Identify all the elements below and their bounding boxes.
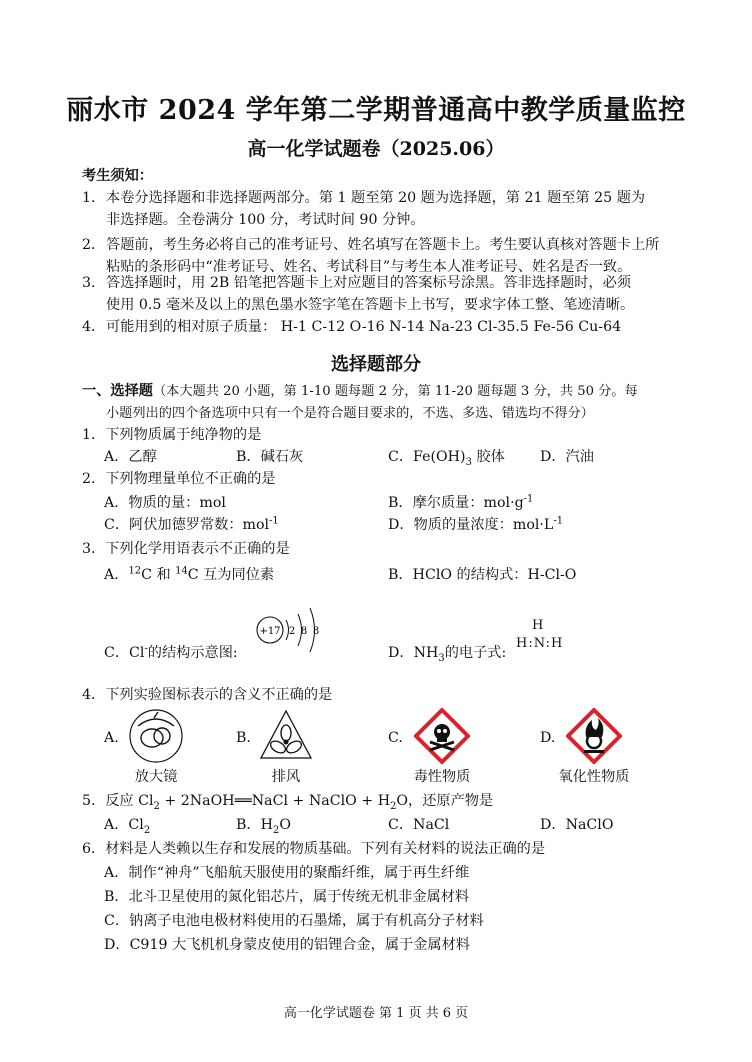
- shell-1-count: 2: [288, 626, 296, 637]
- notice-3-num: 3．: [82, 275, 106, 291]
- q3-option-c: C．Cl-的结构示意图:: [104, 643, 238, 661]
- q2-stem: 2．下列物理量单位不正确的是: [82, 471, 276, 487]
- q4-caption-a: 放大镜: [134, 769, 178, 785]
- q6-option-c: C．钠离子电池电极材料使用的石墨烯，属于有机高分子材料: [104, 913, 484, 929]
- notice-1-line1: 本卷分选择题和非选择题两部分。第 1 题至第 20 题为选择题，第 21 题至第 25 题为: [106, 190, 646, 206]
- notice-2-num: 2．: [82, 237, 106, 253]
- notice-1-line2: 非选择题。全卷满分 100 分，考试时间 90 分钟。: [106, 212, 425, 228]
- q2-option-c: C．阿伏加德罗常数：mol$^{-1}$: [104, 515, 279, 533]
- toxic-hazard-icon: [414, 708, 470, 764]
- q1-option-a: A．乙醇: [104, 449, 157, 465]
- q5-option-c: C．NaCl: [388, 817, 450, 833]
- notice-4-num: 4．: [82, 319, 106, 335]
- shell-2-count: 8: [300, 626, 308, 637]
- q2-option-b: B．摩尔质量：$mol\cdot g^{-1}$: [388, 493, 534, 511]
- q1-option-b: B．碱石灰: [236, 449, 304, 465]
- q6-option-d: D．C919 大飞机机身蒙皮使用的铝锂合金，属于金属材料: [104, 937, 470, 953]
- part-desc-1: （本大题共 20 小题，第 1-10 题每题 2 分，第 11-20 题每题 3 分，共 50 分。每: [152, 384, 638, 399]
- part-desc-2: 小题列出的四个备选项中只有一个是符合题目要求的，不选、多选、错选均不得分）: [106, 406, 594, 421]
- q4-stem: 4．下列实验图标表示的含义不正确的是: [82, 687, 333, 703]
- q2-option-a: A．物质的量：mol: [104, 495, 226, 511]
- notice-4-line1: 可能用到的相对原子质量： H-1 C-12 O-16 N-14 Na-23 Cl-35.5 Fe-56 Cu-64: [106, 319, 622, 335]
- q3-option-b: B．HClO 的结构式：H-Cl-O: [388, 567, 577, 583]
- magnifier-icon: [128, 708, 184, 764]
- q4-option-d: D.: [540, 730, 556, 746]
- q2-option-d: D．物质的量浓度：$mol\cdot L^{-1}$: [388, 515, 564, 533]
- ventilation-fan-icon: [258, 708, 314, 762]
- q1-option-d: D．汽油: [540, 449, 594, 465]
- shell-3-count: 8: [312, 626, 320, 637]
- q4-option-a: A.: [104, 730, 119, 746]
- q4-caption-c: 毒性物质: [413, 769, 471, 785]
- notice-2-line1: 答题前，考生务必将自己的准考证号、姓名填写在答题卡上。考生要认真核对答题卡上所: [106, 237, 660, 253]
- page-title: 丽水市 2024 学年第二学期普通高中教学质量监控: [66, 95, 686, 126]
- nh3-electron-row: H:N:H: [516, 636, 564, 651]
- q4-option-b: B.: [236, 730, 251, 746]
- q4-option-c: C.: [388, 730, 403, 746]
- nh3-top-h: H: [532, 618, 544, 633]
- q4-caption-d: 氧化性物质: [558, 769, 630, 785]
- q3-stem: 3．下列化学用语表示不正确的是: [82, 541, 290, 557]
- q6-option-b: B．北斗卫星使用的氮化铝芯片，属于传统无机非金属材料: [104, 889, 470, 905]
- q6-stem: 6．材料是人类赖以生存和发展的物质基础。下列有关材料的说法正确的是: [82, 841, 546, 857]
- chloride-structure-diagram: [252, 600, 332, 660]
- page-footer: 高一化学试题卷 第 1 页 共 6 页: [283, 1006, 469, 1021]
- page-subtitle: 高一化学试题卷（2025.06）: [247, 138, 505, 160]
- q1-option-c: C．$Fe(OH)_3$ 胶体: [388, 449, 505, 468]
- q5-option-b: B．$H_2O$: [236, 817, 291, 836]
- notice-heading: 考生须知：: [82, 168, 153, 184]
- q5-option-a: A．$Cl_2$: [104, 817, 151, 836]
- q1-stem: 1．下列物质属于纯净物的是: [82, 427, 262, 443]
- nucleus-label: +17: [259, 626, 281, 637]
- notice-1-num: 1．: [82, 190, 106, 206]
- notice-3-line1: 答选择题时，用 2B 铅笔把答题卡上对应题目的答案标号涂黑。答非选择题时，必须: [106, 275, 632, 291]
- q3-option-a: A．$^{12}$C 和 $^{14}$C 互为同位素: [104, 565, 275, 583]
- q5-option-d: D．NaClO: [540, 817, 614, 833]
- q5-stem: 5．反应 $Cl_2$ + 2NaOH══NaCl + NaClO + $H_2O$，还原产物是: [82, 793, 494, 812]
- part-label: 一、选择题: [82, 383, 153, 399]
- q4-caption-b: 排风: [271, 769, 301, 785]
- q3-option-d: D．$NH_3$的电子式:: [388, 645, 507, 664]
- notice-2-line2: 粘贴的条形码中“准考证号、姓名、考试科目”与考生本人准考证号、姓名是否一致。: [106, 259, 632, 275]
- notice-3-line2: 使用 0.5 毫米及以上的黑色墨水签字笔在答题卡上书写，要求字体工整、笔迹清晰。: [106, 297, 635, 313]
- oxidizer-hazard-icon: [566, 708, 622, 764]
- q6-option-a: A．制作“神舟”飞船航天服使用的聚酯纤维，属于再生纤维: [104, 865, 470, 881]
- section-title: 选择题部分: [331, 354, 421, 375]
